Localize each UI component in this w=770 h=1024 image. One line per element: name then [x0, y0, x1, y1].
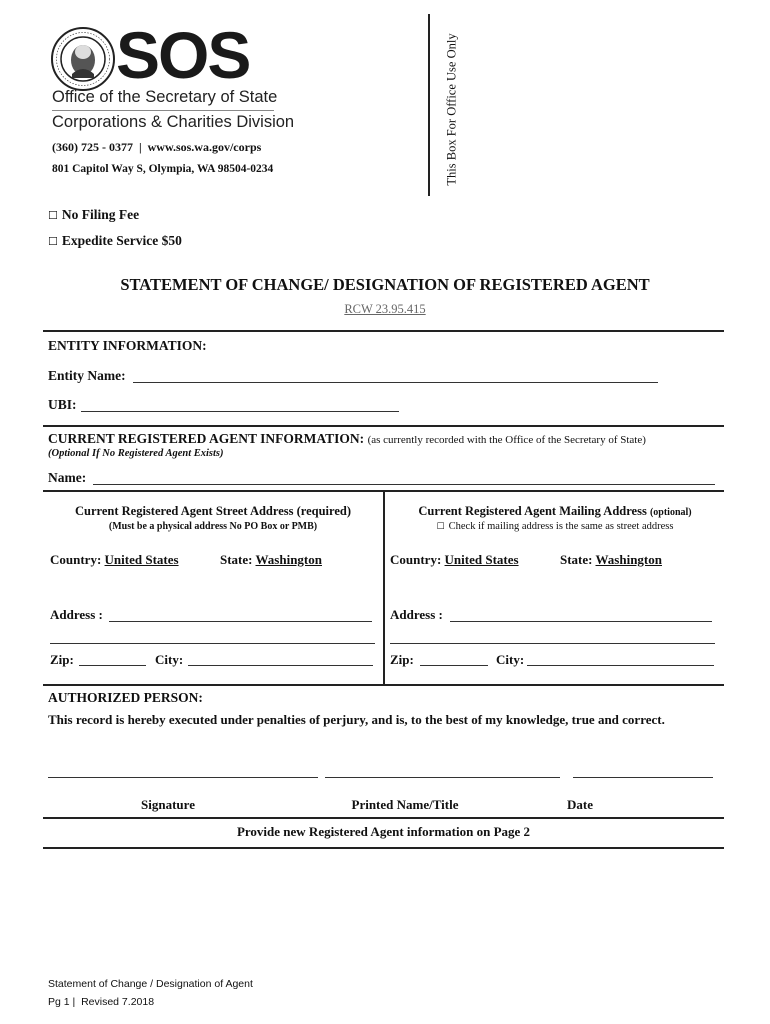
office-use-box — [428, 14, 430, 196]
no-fee-option[interactable]: ☐ No Filing Fee — [48, 207, 140, 222]
division-name: Corporations & Charities Division — [52, 113, 295, 131]
agent-name-label: Name: — [48, 470, 87, 485]
office-use-label: This Box For Office Use Only — [444, 33, 459, 186]
footer-title: Statement of Change / Designation of Agent — [48, 978, 253, 990]
street-zip-field[interactable] — [79, 665, 146, 666]
street-state: State: Washington — [220, 552, 322, 567]
date-field[interactable] — [573, 777, 713, 778]
street-address-label: Address : — [50, 607, 103, 622]
contact-address: 801 Capitol Way S, Olympia, WA 98504-0234 — [52, 163, 274, 175]
address-column-divider — [383, 490, 385, 684]
agent-heading: CURRENT REGISTERED AGENT INFORMATION: (as currently recorded with the Office of the Secretary of State) — [48, 431, 646, 446]
page2-bottom-rule — [43, 847, 724, 849]
entity-name-label: Entity Name: — [48, 368, 126, 383]
mailing-country: Country: United States — [390, 552, 519, 567]
mailing-city-field[interactable] — [527, 665, 714, 666]
printed-name-label: Printed Name/Title — [351, 797, 459, 812]
street-city-label: City: — [155, 652, 184, 667]
printed-name-field[interactable] — [325, 777, 560, 778]
entity-name-field[interactable] — [133, 382, 658, 383]
mailing-address-field-2[interactable] — [390, 643, 715, 644]
authorized-heading: AUTHORIZED PERSON: — [48, 690, 203, 705]
footer-page: Pg 1 | Revised 7.2018 — [48, 996, 155, 1008]
signature-label: Signature — [141, 797, 195, 812]
page2-top-rule — [43, 817, 724, 819]
street-country: Country: United States — [50, 552, 179, 567]
entity-top-rule — [43, 330, 724, 332]
street-city-field[interactable] — [188, 665, 373, 666]
sos-logo-text: SOS — [116, 18, 250, 92]
street-subtitle: (Must be a physical address No PO Box or PMB) — [108, 521, 318, 532]
expedite-option[interactable]: ☐ Expedite Service $50 — [48, 233, 182, 248]
mailing-same-check[interactable]: ☐ Check if mailing address is the same as street address — [436, 521, 674, 532]
mailing-address-label: Address : — [390, 607, 443, 622]
header-divider — [52, 110, 274, 111]
state-seal-icon — [50, 26, 116, 92]
rcw-link[interactable]: RCW 23.95.415 — [344, 302, 426, 316]
ubi-field[interactable] — [81, 411, 399, 412]
date-label: Date — [567, 797, 593, 812]
street-address-field[interactable] — [109, 621, 372, 622]
checkbox-icon[interactable]: ☐ — [48, 209, 58, 222]
mailing-zip-field[interactable] — [420, 665, 488, 666]
mailing-city-label: City: — [496, 652, 525, 667]
authorized-statement: This record is hereby executed under penalties of perjury, and is, to the best of my knowledge, true and correct. — [48, 712, 665, 727]
sos-logo — [50, 18, 280, 92]
checkbox-icon[interactable]: ☐ — [436, 522, 445, 532]
signature-field[interactable] — [48, 777, 318, 778]
page2-note: Provide new Registered Agent information on Page 2 — [236, 824, 531, 839]
form-title: STATEMENT OF CHANGE/ DESIGNATION OF REGISTERED AGENT — [120, 275, 650, 294]
mailing-address-field[interactable] — [450, 621, 712, 622]
agent-top-rule — [43, 425, 724, 427]
mailing-state: State: Washington — [560, 552, 662, 567]
street-zip-label: Zip: — [50, 652, 74, 667]
mailing-zip-label: Zip: — [390, 652, 414, 667]
mailing-title: Current Registered Agent Mailing Address (optional) — [418, 504, 692, 518]
authorized-top-rule — [43, 684, 724, 686]
checkbox-icon[interactable]: ☐ — [48, 235, 58, 248]
agent-optional-note: (Optional If No Registered Agent Exists) — [48, 448, 224, 459]
office-name: Office of the Secretary of State — [52, 88, 278, 106]
agent-name-field[interactable] — [93, 484, 715, 485]
street-address-field-2[interactable] — [50, 643, 375, 644]
street-title: Current Registered Agent Street Address (required) — [74, 504, 351, 518]
contact-phone-web: (360) 725 - 0377 | www.sos.wa.gov/corps — [52, 140, 262, 154]
entity-heading: ENTITY INFORMATION: — [48, 338, 207, 353]
ubi-label: UBI: — [48, 397, 77, 412]
